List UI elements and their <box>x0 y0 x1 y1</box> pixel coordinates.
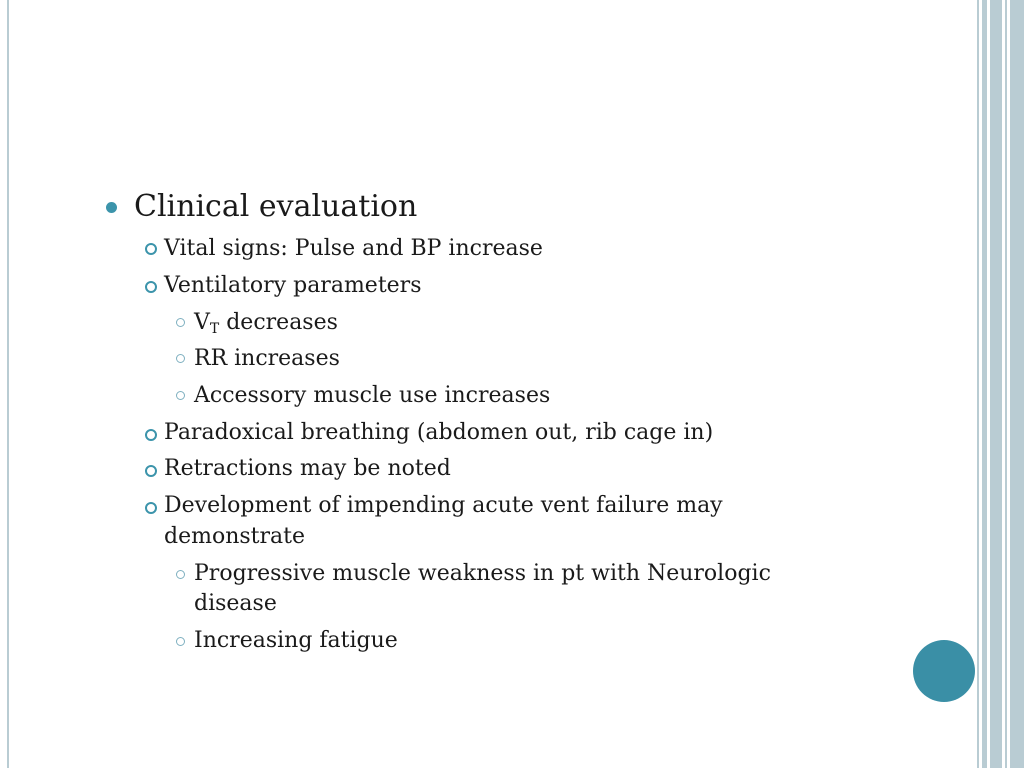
sub-bullet-icon <box>145 465 157 477</box>
sub-sub-bullet-icon <box>176 318 185 327</box>
sub-bullet-icon <box>145 502 157 514</box>
right-stripe <box>1005 0 1007 768</box>
bullet-rr-increases: RR increases <box>194 346 340 371</box>
bullet-progressive-line2: disease <box>194 591 277 616</box>
bullet-paradoxical-breathing: Paradoxical breathing (abdomen out, rib cage in) <box>164 420 714 445</box>
sub-bullet-icon <box>145 243 157 255</box>
bullet-progressive-line1: Progressive muscle weakness in pt with Neurologic <box>194 561 771 586</box>
sub-sub-bullet-icon <box>176 391 185 400</box>
bullet-clinical-evaluation: Clinical evaluation <box>134 189 418 224</box>
sub-bullet-icon <box>145 429 157 441</box>
right-stripe <box>977 0 979 768</box>
sub-sub-bullet-icon <box>176 570 185 579</box>
bullet-vital-signs: Vital signs: Pulse and BP increase <box>164 236 543 261</box>
bullet-development-line1: Development of impending acute vent failure may <box>164 493 723 518</box>
bullet-accessory-muscle: Accessory muscle use increases <box>194 383 551 408</box>
bullet-ventilatory-parameters: Ventilatory parameters <box>164 273 422 298</box>
bullet-vt-decreases <box>194 308 338 338</box>
vt-subscript: T <box>209 321 220 337</box>
sub-sub-bullet-icon <box>176 637 185 646</box>
bullet-icon <box>106 202 117 213</box>
right-stripe <box>990 0 1002 768</box>
vt-text: decreases <box>219 310 338 335</box>
right-stripe <box>982 0 987 768</box>
vt-symbol: V <box>194 310 210 335</box>
right-stripe <box>1010 0 1024 768</box>
bullet-development-line2: demonstrate <box>164 524 306 549</box>
bullet-retractions: Retractions may be noted <box>164 456 451 481</box>
sub-sub-bullet-icon <box>176 354 185 363</box>
sub-bullet-icon <box>145 281 157 293</box>
bullet-increasing-fatigue: Increasing fatigue <box>194 628 398 653</box>
